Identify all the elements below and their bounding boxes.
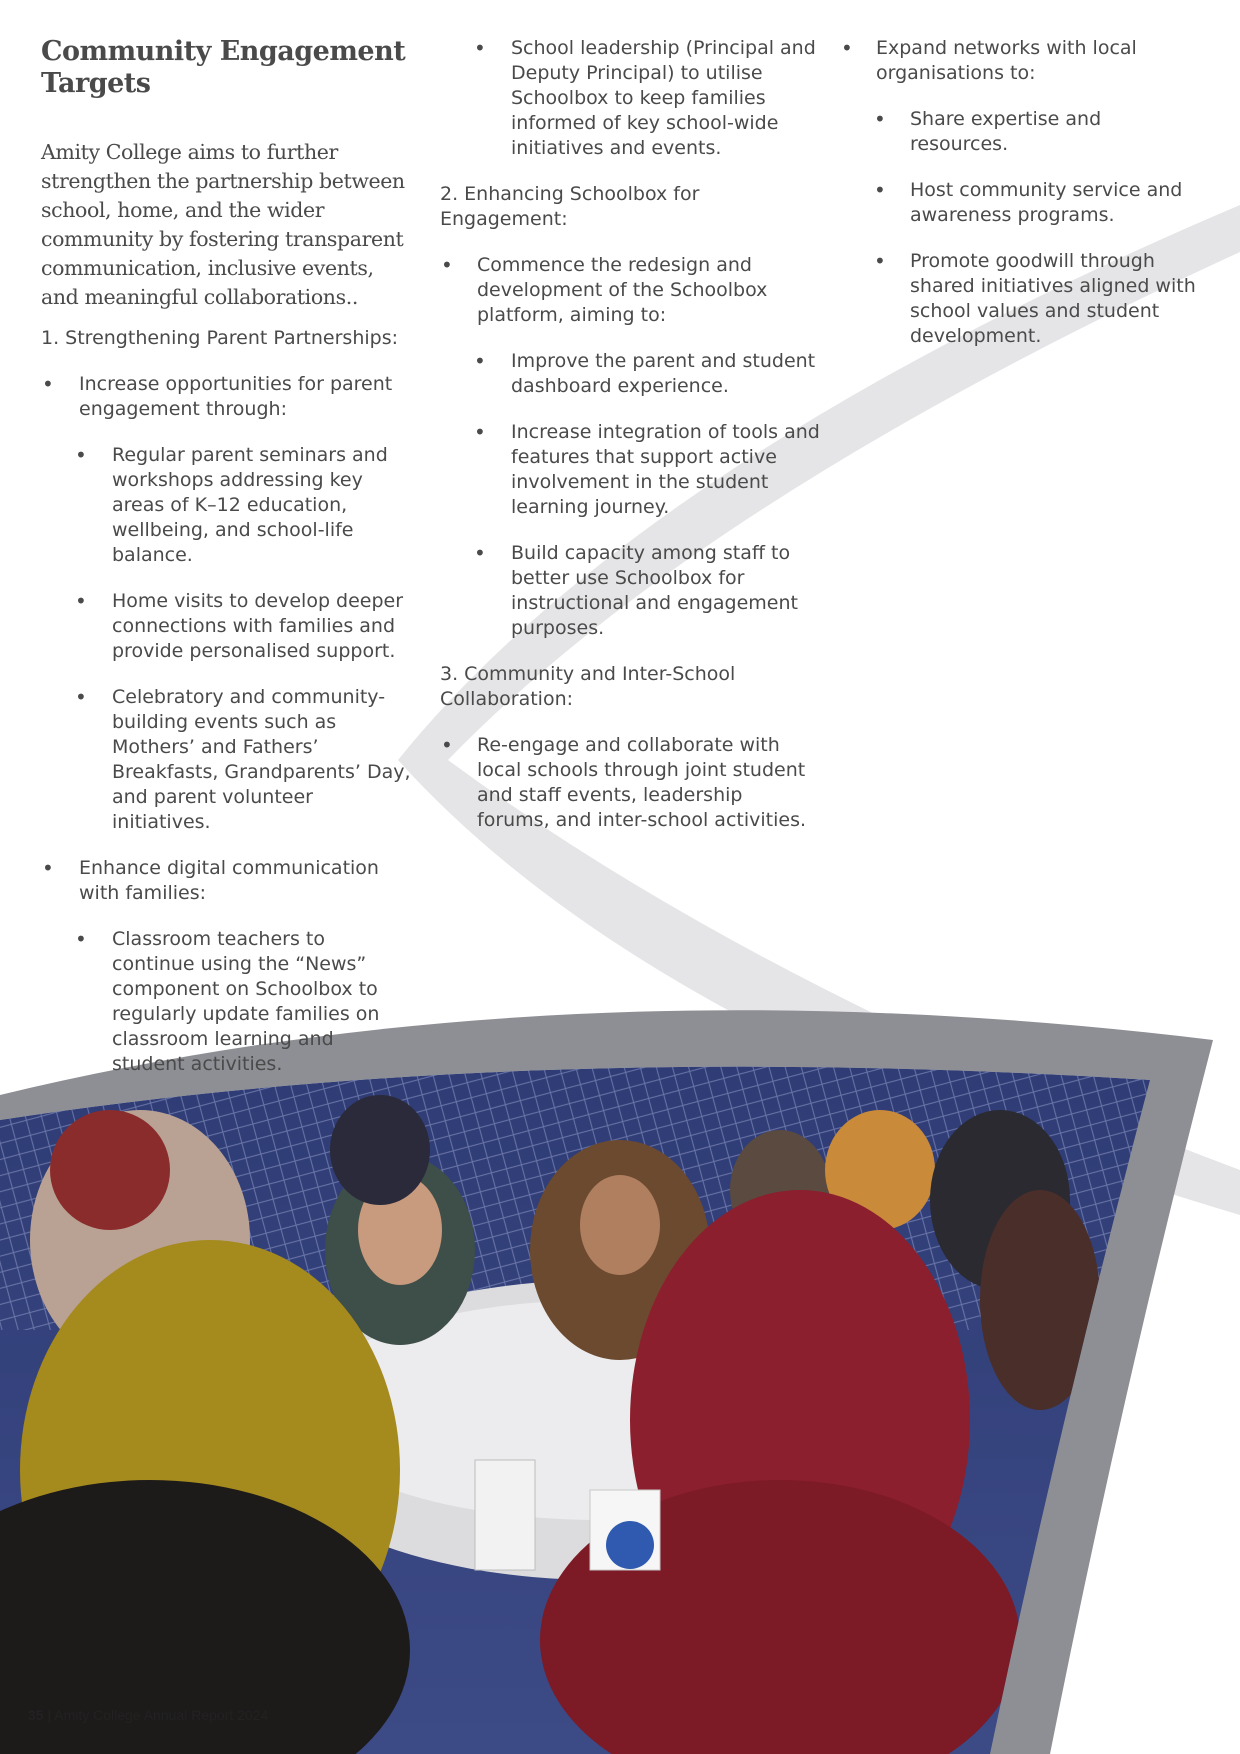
list-item: • Share expertise and resources. <box>840 107 1200 157</box>
list-item: • Build capacity among staff to better use Schoolbox for instructional and engagement purposes. <box>440 541 820 641</box>
list-item: • School leadership (Principal and Deputy Principal) to utilise Schoolbox to keep families informed of key school-wide initiatives and events. <box>440 36 820 161</box>
section3-heading: 3. Community and Inter-School Collaboration: <box>440 663 736 710</box>
list-item: • Regular parent seminars and workshops addressing key areas of K–12 education, wellbeing, and school-life balance. <box>41 443 411 568</box>
section2-heading: 2. Enhancing Schoolbox for Engagement: <box>440 183 700 230</box>
page-number: 35 <box>28 1707 44 1723</box>
list-item: • Classroom teachers to continue using the “News” component on Schoolbox to regularly update families on classroom learning and student activities. <box>41 927 411 1077</box>
list-item: • Re-engage and collaborate with local schools through joint student and staff events, leadership forums, and inter-school activities. <box>440 733 820 833</box>
publication-name: Amity College Annual Report 2024 <box>54 1707 269 1723</box>
list-item: • Home visits to develop deeper connections with families and provide personalised support. <box>41 589 411 664</box>
list-item: • Increase opportunities for parent engagement through: <box>41 372 411 422</box>
footer-separator: | <box>43 1707 55 1723</box>
list-item: • Promote goodwill through shared initiatives aligned with school values and student development. <box>840 249 1200 349</box>
list-item: • Celebratory and community-building events such as Mothers’ and Fathers’ Breakfasts, Grandparents’ Day, and parent volunteer initiatives. <box>41 685 411 835</box>
intro-paragraph: Amity College aims to further strengthen the partnership between school, home, and the wider community by fostering transparent communication, inclusive events, and meaningful collaborations.. <box>41 140 405 309</box>
section1-continued-list <box>440 36 820 161</box>
list-item: • Host community service and awareness programs. <box>840 178 1200 228</box>
section1-heading: 1. Strengthening Parent Partnerships: <box>41 327 399 349</box>
list-item: • Commence the redesign and development of the Schoolbox platform, aiming to: <box>440 253 820 328</box>
page-title: Community Engagement Targets <box>41 36 406 99</box>
section1-list <box>41 372 411 1077</box>
list-item: • Expand networks with local organisations to: <box>840 36 1200 86</box>
right-column <box>840 36 1200 370</box>
left-column <box>41 36 411 1098</box>
page-footer <box>28 1707 268 1723</box>
section3-continued-list <box>840 36 1200 349</box>
list-item: • Improve the parent and student dashboard experience. <box>440 349 820 399</box>
list-item: • Enhance digital communication with families: <box>41 856 411 906</box>
list-item: • Increase integration of tools and features that support active involvement in the student learning journey. <box>440 420 820 520</box>
middle-column <box>440 36 820 854</box>
section3-list <box>440 733 820 833</box>
section2-list <box>440 253 820 641</box>
